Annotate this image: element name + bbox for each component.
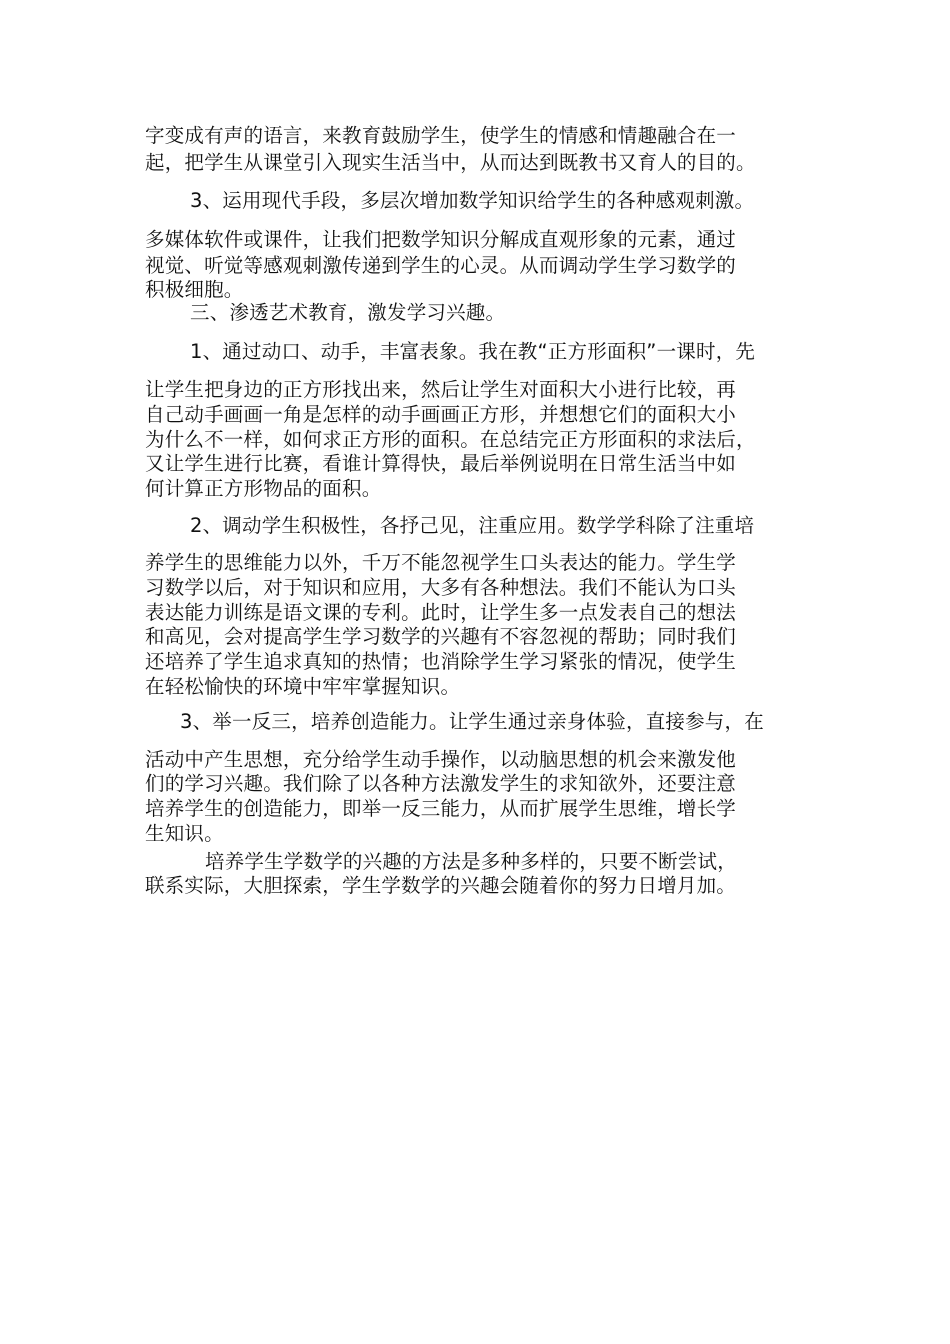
text-line: 联系实际，大胆探索，学生学数学的兴趣会随着你的努力日增月加。 — [145, 874, 737, 897]
text-line: 习数学以后，对于知识和应用，大多有各种想法。我们不能认为口头 — [145, 576, 737, 599]
text-line: 起，把学生从课堂引入现实生活当中，从而达到既教书又育人的目的。 — [145, 151, 756, 174]
text-line: 还培养了学生追求真知的热情；也消除学生学习紧张的情况，使学生 — [145, 650, 737, 673]
text-line: 让学生把身边的正方形找出来，然后让学生对面积大小进行比较，再 — [145, 378, 737, 401]
text-line: 养学生的思维能力以外，千万不能忽视学生口头表达的能力。学生学 — [145, 551, 737, 574]
text-line: 字变成有声的语言，来教育鼓励学生，使学生的情感和情趣融合在一 — [145, 124, 737, 147]
text-line: 活动中产生思想，充分给学生动手操作，以动脑思想的机会来激发他 — [145, 748, 737, 771]
text-line: 培养学生学数学的兴趣的方法是多种多样的，只要不断尝试， — [205, 850, 737, 873]
text-line: 积极细胞。 — [145, 278, 244, 301]
text-line: 多媒体软件或课件，让我们把数学知识分解成直观形象的元素，通过 — [145, 228, 737, 251]
text-line: 1、通过动口、动手，丰富表象。我在教“正方形面积”一课时，先 — [190, 340, 756, 363]
text-line: 视觉、听觉等感观刺激传递到学生的心灵。从而调动学生学习数学的 — [145, 254, 737, 277]
text-line: 2、调动学生积极性，各抒己见，注重应用。数学学科除了注重培 — [190, 514, 755, 537]
text-line: 们的学习兴趣。我们除了以各种方法激发学生的求知欲外，还要注意 — [145, 772, 737, 795]
text-line: 培养学生的创造能力，即举一反三能力，从而扩展学生思维，增长学 — [145, 797, 737, 820]
text-line: 何计算正方形物品的面积。 — [145, 477, 382, 500]
text-line: 为什么不一样，如何求正方形的面积。在总结完正方形面积的求法后， — [145, 428, 756, 451]
text-line: 自己动手画画一角是怎样的动手画画正方形，并想想它们的面积大小 — [145, 403, 737, 426]
text-line: 3、举一反三，培养创造能力。让学生通过亲身体验，直接参与，在 — [180, 710, 764, 733]
text-line: 3、运用现代手段，多层次增加数学知识给学生的各种感观刺激。 — [190, 189, 755, 212]
text-line: 在轻松愉快的环境中牢牢掌握知识。 — [145, 675, 461, 698]
text-line: 表达能力训练是语文课的专利。此时，让学生多一点发表自己的想法 — [145, 601, 737, 624]
text-line: 生知识。 — [145, 822, 224, 845]
section-heading: 三、渗透艺术教育，激发学习兴趣。 — [190, 301, 506, 324]
text-line: 和高见，会对提高学生学习数学的兴趣有不容忽视的帮助；同时我们 — [145, 625, 737, 648]
text-line: 又让学生进行比赛，看谁计算得快，最后举例说明在日常生活当中如 — [145, 452, 737, 475]
